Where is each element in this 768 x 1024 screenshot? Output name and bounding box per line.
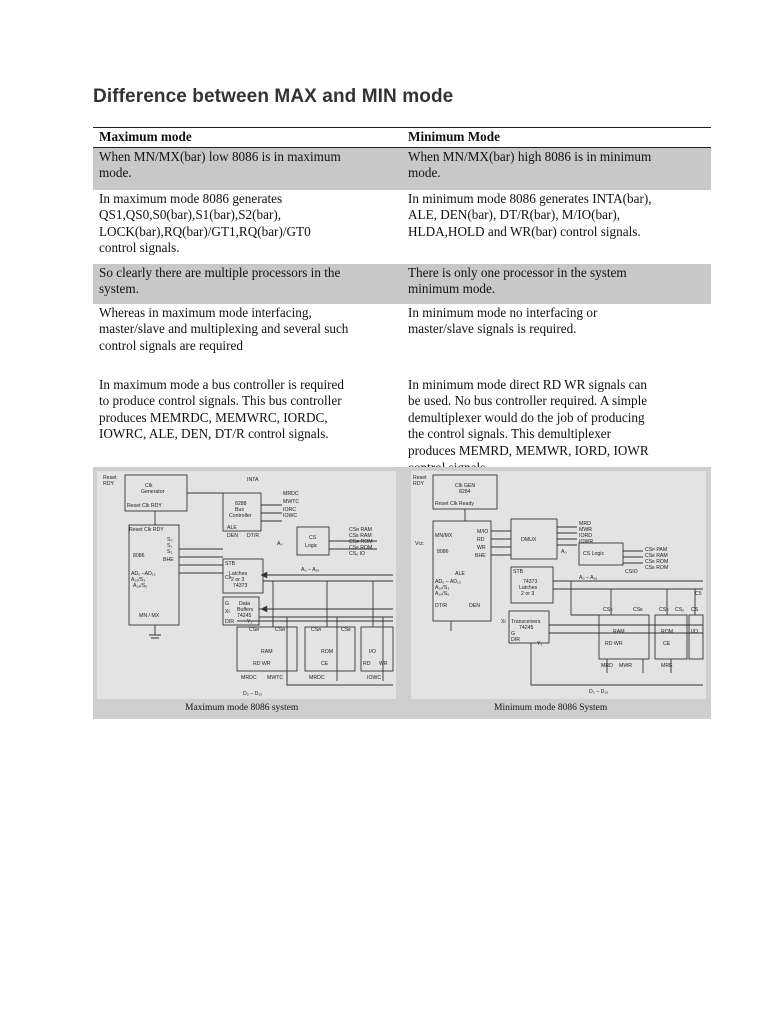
min-label-rom: ROM bbox=[661, 629, 674, 635]
max-label-cs-b: CSʀ bbox=[275, 627, 286, 633]
max-label-data: Data bbox=[239, 601, 250, 607]
min-label-csrom2: CSᴇ ROM bbox=[645, 565, 669, 571]
max-label-latches: Latches bbox=[229, 571, 248, 577]
min-label-ce: CE bbox=[663, 641, 671, 647]
max-label-cs-c: CSʀ bbox=[311, 627, 322, 633]
max-label-wr: WR bbox=[379, 661, 388, 667]
cell-text-line: control signals. bbox=[99, 240, 180, 256]
max-label-iowc: IOWC bbox=[283, 513, 298, 519]
min-label-mnmx: MN/MX bbox=[435, 533, 453, 539]
min-label-csrom: CSᴇ ROM bbox=[645, 559, 669, 565]
min-label-mre: MRE bbox=[661, 663, 673, 669]
min-label-wr: WR bbox=[477, 545, 486, 551]
table-row bbox=[93, 376, 711, 480]
cell-text-line: In maximum mode 8086 generates bbox=[99, 190, 283, 206]
min-label-mrd: MRD bbox=[579, 521, 591, 527]
max-label-mwtc: MWTC bbox=[283, 499, 300, 505]
min-label-d0d15: D₀ – D₁₅ bbox=[589, 689, 609, 695]
min-label-y1: Y₁ bbox=[537, 641, 543, 647]
max-label-stb: STB bbox=[225, 561, 236, 567]
cell-text-line: master/slave and multiplexing and several such bbox=[99, 321, 349, 337]
min-label-csio: CSIO bbox=[625, 569, 638, 575]
max-label-csrom3: CSᴇ ROM bbox=[349, 545, 373, 551]
comparison-table bbox=[93, 127, 711, 479]
cell-minimum-mode bbox=[402, 190, 711, 264]
max-label-ce: CE bbox=[321, 661, 329, 667]
cell-maximum-mode bbox=[93, 147, 402, 190]
max-label-reset-clk: Reset Clk RDY bbox=[127, 503, 162, 509]
min-label-ale: ALE bbox=[455, 571, 465, 577]
cell-minimum-mode bbox=[402, 147, 711, 190]
max-label-reset-clk2: Reset Clk RDY bbox=[129, 527, 164, 533]
max-label-clk: Clk bbox=[145, 483, 153, 489]
max-label-ad: AD₀ –AD₁₅ bbox=[131, 571, 156, 577]
cell-maximum-mode bbox=[93, 304, 402, 376]
cell-maximum-mode bbox=[93, 190, 402, 264]
min-label-reset: Reset bbox=[413, 475, 427, 481]
cell-text-line: In minimum mode no interfacing or bbox=[408, 304, 598, 320]
cell-minimum-mode bbox=[402, 264, 711, 304]
cell-minimum-mode bbox=[402, 376, 711, 480]
cell-text-line: ALE, DEN(bar), DT/R(bar), M/IO(bar), bbox=[408, 207, 621, 223]
max-label-mnmx: MN / MX bbox=[139, 613, 160, 619]
min-label-reset-clk: Reset Clk Ready bbox=[435, 501, 474, 507]
cell-text-line: When MN/MX(bar) high 8086 is in minimum bbox=[408, 148, 652, 164]
cell-text-line: be used. No bus controller required. A simple bbox=[408, 393, 648, 409]
min-label-cs-d: CSₒ bbox=[675, 607, 685, 613]
cell-text-line: QS1,QS0,S0(bar),S1(bar),S2(bar), bbox=[99, 207, 282, 223]
min-label-2or3: 2 or 3 bbox=[521, 591, 535, 597]
min-label-g: G bbox=[511, 631, 516, 637]
max-label-inta: INTA bbox=[247, 477, 259, 483]
cell-text-line: In minimum mode direct RD WR signals can bbox=[408, 376, 647, 392]
min-label-a16: A₁₆/S₃ bbox=[435, 585, 450, 591]
min-label-a0: A₀ bbox=[561, 549, 567, 555]
min-label-rdwr: RD WR bbox=[605, 641, 623, 647]
cell-text-line: In minimum mode 8086 generates INTA(bar), bbox=[408, 190, 652, 206]
max-label-csrom2: CSʀ ROM bbox=[349, 539, 373, 545]
max-label-a0a19: A₀ – A₁₉ bbox=[301, 567, 320, 573]
cell-text-line: demultiplexer would do the job of producing bbox=[408, 409, 645, 425]
max-label-cpu: 8086 bbox=[133, 553, 145, 559]
cell-text-line: mode. bbox=[99, 165, 132, 181]
max-label-s0: S₀ bbox=[167, 537, 173, 543]
min-label-cs-a: CSᴇ bbox=[603, 607, 613, 613]
min-label-dtr: DT/R bbox=[435, 603, 448, 609]
max-label-74373: 74373 bbox=[233, 583, 248, 589]
cell-maximum-mode bbox=[93, 376, 402, 480]
min-label-csram: CSᴇ RAM bbox=[645, 553, 668, 559]
min-label-cs-e: CS bbox=[691, 607, 699, 613]
max-label-74245: 74245 bbox=[237, 613, 252, 619]
cell-text-line: produces MEMRDC, MEMWRC, IORDC, bbox=[99, 409, 328, 425]
min-label-den: DEN bbox=[469, 603, 480, 609]
max-label-generator: Generator bbox=[141, 489, 165, 495]
min-label-cpu: 8086 bbox=[437, 549, 449, 555]
min-label-clkgen: Clk GEN bbox=[455, 483, 476, 489]
min-label-c5: C5 bbox=[695, 591, 702, 597]
max-label-buffers: Buffers bbox=[237, 607, 254, 613]
max-label-d0d15: D₀ – D₁₅ bbox=[243, 691, 263, 697]
cell-text-line: In maximum mode a bus controller is required bbox=[99, 376, 345, 392]
min-label-mwr2: MWR bbox=[619, 663, 632, 669]
cell-text-line: system. bbox=[99, 281, 139, 297]
max-label-dtr: DT/R bbox=[247, 533, 260, 539]
min-label-74245: 74245 bbox=[519, 625, 534, 631]
min-label-ram: RAM bbox=[613, 629, 625, 635]
min-label-rdy: RDY bbox=[413, 481, 424, 487]
max-label-xi: Xi bbox=[225, 609, 230, 615]
max-label-mwtc2: MWTC bbox=[267, 675, 284, 681]
table-header-row bbox=[93, 128, 711, 148]
max-label-den: DEN bbox=[227, 533, 238, 539]
table-row bbox=[93, 304, 711, 376]
min-label-rd: RD bbox=[477, 537, 485, 543]
max-label-rd: RD bbox=[363, 661, 371, 667]
max-label-csrom: CSᴇ RAM bbox=[349, 533, 372, 539]
cell-text-line: There is only one processor in the system bbox=[408, 264, 627, 280]
minimum-mode-diagram bbox=[411, 471, 706, 699]
min-label-dir: DIR bbox=[511, 637, 520, 643]
min-label-latches: Latches bbox=[519, 585, 538, 591]
min-label-cs-c: CSᴇ bbox=[659, 607, 669, 613]
min-label-74373: 74373 bbox=[523, 579, 538, 585]
caption-minimum-mode: Minimum mode 8086 System bbox=[494, 703, 608, 713]
max-label-a19: A₁₉/S₆ bbox=[133, 583, 148, 589]
min-label-io: I/O bbox=[691, 629, 698, 635]
min-label-a19: A₁₉/S₆ bbox=[435, 591, 450, 597]
max-label-2or3: 2 or 3 bbox=[231, 577, 245, 583]
min-label-vcc: Vcc bbox=[415, 541, 424, 547]
max-label-a16: A₁₆/S₃ bbox=[131, 577, 146, 583]
cell-minimum-mode bbox=[402, 304, 711, 376]
minimum-mode-schematic bbox=[411, 471, 706, 699]
min-label-8284: 8284 bbox=[459, 489, 471, 495]
max-label-8288: 8288 bbox=[235, 501, 247, 507]
max-label-rdy: RDY bbox=[103, 481, 114, 487]
min-label-mwr: MWR bbox=[579, 527, 592, 533]
min-label-cslogic: CS Logic bbox=[583, 551, 605, 557]
max-label-a0: A₀ bbox=[277, 541, 283, 547]
max-label-g: G bbox=[225, 601, 230, 607]
cell-text-line: When MN/MX(bar) low 8086 is in maximum bbox=[99, 148, 341, 164]
min-label-dmux: DMUX bbox=[521, 537, 537, 543]
max-label-mrdc2: MRDC bbox=[241, 675, 257, 681]
table-row bbox=[93, 147, 711, 190]
min-label-iord: IORD bbox=[579, 533, 592, 539]
cell-text-line: produces MEMRD, MEMWR, IORD, IOWR bbox=[408, 442, 649, 458]
min-label-bhe: BHE bbox=[475, 553, 486, 559]
max-label-controller: Controller bbox=[229, 513, 252, 519]
min-label-a0a19: A₀ – A₁₉ bbox=[579, 575, 598, 581]
max-label-ck: Ck bbox=[225, 575, 232, 581]
max-label-s2: S₂ bbox=[167, 549, 173, 555]
max-label-cs-a: CSʀ bbox=[249, 627, 260, 633]
max-label-cs-d: CSᴇ bbox=[341, 627, 351, 633]
maximum-mode-schematic bbox=[97, 471, 396, 699]
max-label-csio: CSₒ IO bbox=[349, 551, 366, 557]
min-label-xi: Xi bbox=[501, 619, 506, 625]
max-label-s1: S₁ bbox=[167, 543, 173, 549]
maximum-mode-diagram bbox=[97, 471, 396, 699]
cell-text-line: master/slave signals is required. bbox=[408, 321, 577, 337]
cell-text-line: IOWRC, ALE, DEN, DT/R control signals. bbox=[99, 426, 329, 442]
max-label-iorc: IORC bbox=[283, 507, 296, 513]
cell-text-line: the control signals. This demultiplexer bbox=[408, 426, 612, 442]
cell-text-line: So clearly there are multiple processors in the bbox=[99, 264, 341, 280]
max-label-mrdc: MRDC bbox=[283, 491, 299, 497]
max-label-csram: CSʀ RAM bbox=[349, 527, 372, 533]
min-label-iowr: IOWR bbox=[579, 539, 594, 545]
caption-maximum-mode: Maximum mode 8086 system bbox=[185, 703, 299, 713]
table-row bbox=[93, 264, 711, 304]
min-label-ad: AD₀ – AD₁₅ bbox=[435, 579, 461, 585]
table-row bbox=[93, 190, 711, 264]
cell-text-line: to produce control signals. This bus controller bbox=[99, 393, 342, 409]
max-label-ale: ALE bbox=[227, 525, 237, 531]
cell-text-line: LOCK(bar),RQ(bar)/GT1,RQ(bar)/GT0 bbox=[99, 223, 311, 239]
figures-panel bbox=[93, 467, 711, 719]
max-label-bhe: BHE bbox=[163, 557, 174, 563]
header-maximum-mode: Maximum mode bbox=[93, 128, 402, 148]
min-label-cspam: CSᴘ PAM bbox=[645, 547, 668, 553]
max-label-ram: RAM bbox=[261, 649, 273, 655]
max-label-y1: Y₁ bbox=[247, 619, 253, 625]
max-label-rdwr: RD WR bbox=[253, 661, 271, 667]
header-minimum-mode: Minimum Mode bbox=[402, 128, 711, 148]
max-label-mrdc3: MRDC bbox=[309, 675, 325, 681]
max-label-bus: Bus bbox=[235, 507, 244, 513]
cell-maximum-mode bbox=[93, 264, 402, 304]
max-label-io: I/O bbox=[369, 649, 376, 655]
max-label-rom: ROM bbox=[321, 649, 334, 655]
cell-text-line: Whereas in maximum mode interfacing, bbox=[99, 304, 312, 320]
page-title: Difference between MAX and MIN mode bbox=[93, 86, 454, 107]
cell-text-line: minimum mode. bbox=[408, 281, 496, 297]
min-label-mio: M/IO bbox=[477, 529, 489, 535]
cell-text-line: HLDA,HOLD and WR(bar) control signals. bbox=[408, 223, 641, 239]
max-label-cs: CS bbox=[309, 535, 317, 541]
min-label-cs-b: CSᴇ bbox=[633, 607, 643, 613]
max-label-dir: DIR bbox=[225, 619, 234, 625]
max-label-logic: Logic bbox=[305, 543, 318, 549]
min-label-stb: STB bbox=[513, 569, 524, 575]
max-label-reset: Reset bbox=[103, 475, 117, 481]
cell-text-line: mode. bbox=[408, 165, 441, 181]
max-label-iowc2: IOWC bbox=[367, 675, 382, 681]
min-label-transceivers: Transceivers bbox=[511, 619, 541, 625]
min-label-mrd2: MRD bbox=[601, 663, 613, 669]
cell-text-line: control signals are required bbox=[99, 337, 243, 353]
